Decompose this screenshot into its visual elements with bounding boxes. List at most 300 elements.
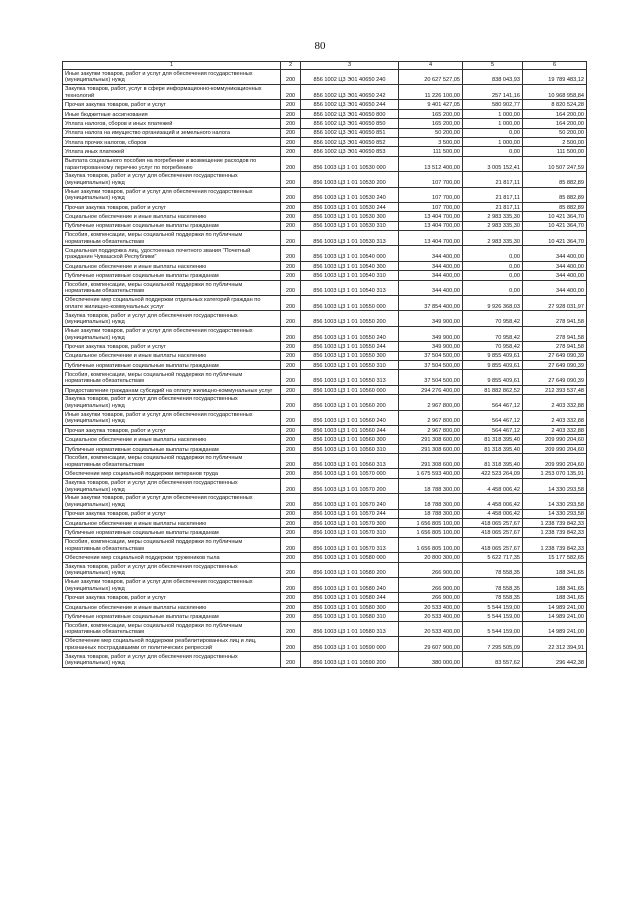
row-budget-code: 856 1003 Ц3 1 01 10580 200	[301, 562, 399, 577]
row-name: Прочая закупка товаров, работ и услуг	[63, 425, 281, 434]
row-budget-code: 856 1003 Ц3 1 01 10570 300	[301, 519, 399, 528]
row-approved: 380 000,00	[399, 652, 463, 667]
row-budget-code: 856 1002 Ц3 Э01 40650 800	[301, 109, 399, 118]
row-executed: 9 855 409,61	[463, 360, 523, 369]
row-line-code: 200	[281, 187, 301, 202]
row-approved: 349 900,00	[399, 326, 463, 341]
row-approved: 2 967 800,00	[399, 395, 463, 410]
row-line-code: 200	[281, 478, 301, 493]
table-row	[63, 221, 587, 230]
row-unexecuted: 278 941,58	[523, 311, 587, 326]
row-line-code: 200	[281, 370, 301, 385]
row-executed: 422 523 264,09	[463, 469, 523, 478]
table-header-row	[63, 62, 587, 70]
row-executed: 0,00	[463, 246, 523, 261]
table-row	[63, 478, 587, 493]
table-row	[63, 562, 587, 577]
row-unexecuted: 278 941,58	[523, 326, 587, 341]
row-approved: 13 404 700,00	[399, 212, 463, 221]
row-approved: 13 404 700,00	[399, 231, 463, 246]
table-row	[63, 202, 587, 211]
row-unexecuted: 344 400,00	[523, 280, 587, 295]
row-unexecuted: 278 941,58	[523, 342, 587, 351]
row-executed: 3 005 152,41	[463, 156, 523, 171]
row-budget-code: 856 1003 Ц3 1 01 10580 310	[301, 612, 399, 621]
table-row	[63, 395, 587, 410]
row-budget-code: 856 1003 Ц3 1 01 10570 000	[301, 469, 399, 478]
row-approved: 344 400,00	[399, 280, 463, 295]
row-budget-code: 856 1003 Ц3 1 01 10570 310	[301, 528, 399, 537]
row-executed: 9 926 368,03	[463, 296, 523, 311]
row-name: Иные закупки товаров, работ и услуг для обеспечения государственных (муниципальных) нужд	[63, 494, 281, 509]
row-approved: 344 400,00	[399, 271, 463, 280]
row-approved: 344 400,00	[399, 261, 463, 270]
row-unexecuted: 164 200,00	[523, 119, 587, 128]
row-name: Уплата налогов, сборов и иных платежей	[63, 119, 281, 128]
row-unexecuted: 85 882,89	[523, 187, 587, 202]
row-name: Иные закупки товаров, работ и услуг для обеспечения государственных (муниципальных) нужд	[63, 187, 281, 202]
row-approved: 291 308 600,00	[399, 444, 463, 453]
row-executed: 21 817,11	[463, 187, 523, 202]
row-name: Предоставление гражданам субсидий на оплату жилищно-коммунальных услуг	[63, 385, 281, 394]
row-line-code: 200	[281, 342, 301, 351]
row-executed: 0,00	[463, 280, 523, 295]
table-row	[63, 311, 587, 326]
row-name: Публичные нормативные социальные выплаты гражданам	[63, 360, 281, 369]
row-line-code: 200	[281, 212, 301, 221]
row-name: Закупка товаров, работ и услуг для обеспечения государственных (муниципальных) нужд	[63, 172, 281, 187]
row-approved: 111 500,00	[399, 147, 463, 156]
row-line-code: 200	[281, 84, 301, 99]
row-executed: 81 318 395,40	[463, 454, 523, 469]
table-row	[63, 360, 587, 369]
row-approved: 291 308 600,00	[399, 435, 463, 444]
row-unexecuted: 10 968 958,84	[523, 84, 587, 99]
row-name: Социальное обеспечение и иные выплаты населению	[63, 212, 281, 221]
row-approved: 1 675 593 400,00	[399, 469, 463, 478]
row-budget-code: 856 1003 Ц3 1 01 10540 000	[301, 246, 399, 261]
row-executed: 9 855 409,61	[463, 370, 523, 385]
row-line-code: 200	[281, 519, 301, 528]
row-approved: 9 401 427,05	[399, 100, 463, 109]
table-row	[63, 172, 587, 187]
row-unexecuted: 22 312 394,91	[523, 636, 587, 651]
table-row	[63, 296, 587, 311]
row-executed: 70 958,42	[463, 342, 523, 351]
row-approved: 1 656 805 100,00	[399, 537, 463, 552]
table-row	[63, 578, 587, 593]
row-executed: 0,00	[463, 271, 523, 280]
row-approved: 349 900,00	[399, 311, 463, 326]
row-executed: 9 855 409,61	[463, 351, 523, 360]
row-approved: 3 500,00	[399, 137, 463, 146]
table-row	[63, 469, 587, 478]
row-unexecuted: 344 400,00	[523, 261, 587, 270]
row-name: Закупка товаров, работ и услуг для обеспечения государственных (муниципальных) нужд	[63, 652, 281, 667]
row-approved: 291 308 600,00	[399, 454, 463, 469]
row-approved: 29 607 900,00	[399, 636, 463, 651]
row-executed: 4 458 006,42	[463, 494, 523, 509]
row-line-code: 200	[281, 261, 301, 270]
row-line-code: 200	[281, 156, 301, 171]
row-executed: 4 458 006,42	[463, 509, 523, 518]
row-approved: 349 900,00	[399, 342, 463, 351]
row-executed: 81 882 862,52	[463, 385, 523, 394]
row-budget-code: 856 1003 Ц3 1 01 10580 300	[301, 602, 399, 611]
row-name: Прочая закупка товаров, работ и услуг	[63, 342, 281, 351]
row-name: Уплата налога на имущество организаций и земельного налога	[63, 128, 281, 137]
row-name: Пособия, компенсации, меры социальной поддержки по публичным нормативным обязательствам	[63, 454, 281, 469]
row-executed: 5 622 717,35	[463, 553, 523, 562]
row-name: Уплата прочих налогов, сборов	[63, 137, 281, 146]
row-name: Закупка товаров, работ и услуг для обеспечения государственных (муниципальных) нужд	[63, 395, 281, 410]
row-name: Пособия, компенсации, меры социальной поддержки по публичным нормативным обязательствам	[63, 537, 281, 552]
row-executed: 21 817,11	[463, 202, 523, 211]
row-name: Прочая закупка товаров, работ и услуг	[63, 593, 281, 602]
table-row	[63, 385, 587, 394]
row-line-code: 200	[281, 221, 301, 230]
row-budget-code: 856 1003 Ц3 1 01 10580 313	[301, 621, 399, 636]
row-approved: 18 788 300,00	[399, 509, 463, 518]
table-row	[63, 612, 587, 621]
row-budget-code: 856 1002 Ц3 Э01 40650 240	[301, 69, 399, 84]
row-executed: 78 558,35	[463, 593, 523, 602]
row-name: Обеспечение мер социальной поддержки отдельных категорий граждан по оплате жилищно-коммунальных услуг	[63, 296, 281, 311]
row-name: Пособия, компенсации, меры социальной поддержки по публичным нормативным обязательствам	[63, 280, 281, 295]
row-name: Иные закупки товаров, работ и услуг для обеспечения государственных (муниципальных) нужд	[63, 69, 281, 84]
row-executed: 580 902,77	[463, 100, 523, 109]
row-unexecuted: 209 990 204,60	[523, 454, 587, 469]
row-line-code: 200	[281, 326, 301, 341]
row-line-code: 200	[281, 147, 301, 156]
row-unexecuted: 27 649 090,39	[523, 360, 587, 369]
row-budget-code: 856 1003 Ц3 1 01 10540 313	[301, 280, 399, 295]
table-row	[63, 212, 587, 221]
row-name: Закупка товаров, работ, услуг в сфере информационно-коммуникационных технологий	[63, 84, 281, 99]
table-row	[63, 351, 587, 360]
table-row	[63, 156, 587, 171]
row-name: Социальная поддержка лиц, удостоенных почетного звания "Почетный гражданин Чувашской Республики"	[63, 246, 281, 261]
row-approved: 37 504 500,00	[399, 360, 463, 369]
row-unexecuted: 2 500,00	[523, 137, 587, 146]
row-line-code: 200	[281, 271, 301, 280]
row-line-code: 200	[281, 537, 301, 552]
row-name: Прочая закупка товаров, работ и услуг	[63, 100, 281, 109]
row-executed: 78 558,35	[463, 562, 523, 577]
row-unexecuted: 85 882,89	[523, 172, 587, 187]
row-unexecuted: 188 341,65	[523, 562, 587, 577]
row-unexecuted: 50 200,00	[523, 128, 587, 137]
row-line-code: 200	[281, 395, 301, 410]
row-line-code: 200	[281, 109, 301, 118]
header-col-1: 1	[63, 62, 281, 70]
row-executed: 81 318 395,40	[463, 444, 523, 453]
row-approved: 20 533 400,00	[399, 602, 463, 611]
row-executed: 564 467,12	[463, 410, 523, 425]
table-row	[63, 342, 587, 351]
table-row	[63, 553, 587, 562]
row-line-code: 200	[281, 602, 301, 611]
row-executed: 564 467,12	[463, 395, 523, 410]
row-line-code: 200	[281, 172, 301, 187]
row-executed: 70 958,42	[463, 311, 523, 326]
row-unexecuted: 19 789 483,12	[523, 69, 587, 84]
row-approved: 37 854 400,00	[399, 296, 463, 311]
row-approved: 37 504 500,00	[399, 370, 463, 385]
row-unexecuted: 1 253 070 135,91	[523, 469, 587, 478]
row-line-code: 200	[281, 69, 301, 84]
row-executed: 257 141,16	[463, 84, 523, 99]
table-row	[63, 528, 587, 537]
row-approved: 18 788 300,00	[399, 478, 463, 493]
table-row	[63, 519, 587, 528]
row-executed: 21 817,11	[463, 172, 523, 187]
row-line-code: 200	[281, 528, 301, 537]
row-budget-code: 856 1002 Ц3 Э01 40650 853	[301, 147, 399, 156]
row-budget-code: 856 1003 Ц3 1 01 10580 240	[301, 578, 399, 593]
row-approved: 20 627 527,05	[399, 69, 463, 84]
row-budget-code: 856 1003 Ц3 1 01 10550 244	[301, 342, 399, 351]
row-name: Закупка товаров, работ и услуг для обеспечения государственных (муниципальных) нужд	[63, 311, 281, 326]
row-executed: 78 558,35	[463, 578, 523, 593]
row-budget-code: 856 1003 Ц3 1 01 10570 313	[301, 537, 399, 552]
header-col-6: 6	[523, 62, 587, 70]
row-unexecuted: 2 403 332,88	[523, 410, 587, 425]
row-name: Социальное обеспечение и иные выплаты населению	[63, 351, 281, 360]
row-approved: 107 700,00	[399, 187, 463, 202]
row-line-code: 200	[281, 360, 301, 369]
row-unexecuted: 111 500,00	[523, 147, 587, 156]
row-unexecuted: 27 649 090,39	[523, 351, 587, 360]
table-row	[63, 128, 587, 137]
row-name: Иные бюджетные ассигнования	[63, 109, 281, 118]
row-executed: 418 065 257,67	[463, 528, 523, 537]
row-budget-code: 856 1003 Ц3 1 01 10580 244	[301, 593, 399, 602]
row-budget-code: 856 1003 Ц3 1 01 10570 244	[301, 509, 399, 518]
row-line-code: 200	[281, 128, 301, 137]
table-row	[63, 137, 587, 146]
row-name: Выплата социального пособия на погребение и возмещение расходов по гарантированному перечню услуг по погребению	[63, 156, 281, 171]
row-line-code: 200	[281, 311, 301, 326]
row-executed: 418 065 257,67	[463, 537, 523, 552]
table-row	[63, 187, 587, 202]
row-unexecuted: 8 820 524,28	[523, 100, 587, 109]
row-line-code: 200	[281, 410, 301, 425]
row-unexecuted: 14 330 293,58	[523, 509, 587, 518]
row-approved: 18 788 300,00	[399, 494, 463, 509]
row-executed: 81 318 395,40	[463, 435, 523, 444]
row-approved: 20 800 300,00	[399, 553, 463, 562]
row-budget-code: 856 1002 Ц3 Э01 40650 244	[301, 100, 399, 109]
row-approved: 2 967 800,00	[399, 425, 463, 434]
row-budget-code: 856 1003 Ц3 1 01 10530 300	[301, 212, 399, 221]
row-line-code: 200	[281, 231, 301, 246]
row-approved: 165 200,00	[399, 109, 463, 118]
row-line-code: 200	[281, 202, 301, 211]
row-approved: 266 900,00	[399, 562, 463, 577]
row-executed: 1 000,00	[463, 119, 523, 128]
row-budget-code: 856 1003 Ц3 1 01 10530 200	[301, 172, 399, 187]
row-name: Социальное обеспечение и иные выплаты населению	[63, 261, 281, 270]
row-approved: 50 200,00	[399, 128, 463, 137]
row-unexecuted: 209 990 204,60	[523, 444, 587, 453]
row-unexecuted: 1 238 739 842,33	[523, 537, 587, 552]
row-approved: 107 700,00	[399, 202, 463, 211]
header-col-3: 3	[301, 62, 399, 70]
row-unexecuted: 10 421 364,70	[523, 212, 587, 221]
row-line-code: 200	[281, 562, 301, 577]
row-executed: 1 000,00	[463, 109, 523, 118]
row-name: Социальное обеспечение и иные выплаты населению	[63, 435, 281, 444]
row-approved: 13 512 400,00	[399, 156, 463, 171]
row-name: Закупка товаров, работ и услуг для обеспечения государственных (муниципальных) нужд	[63, 478, 281, 493]
row-approved: 266 900,00	[399, 593, 463, 602]
row-line-code: 200	[281, 593, 301, 602]
table-row	[63, 69, 587, 84]
table-row	[63, 425, 587, 434]
row-budget-code: 856 1003 Ц3 1 01 10550 000	[301, 296, 399, 311]
row-approved: 2 967 800,00	[399, 410, 463, 425]
row-budget-code: 856 1003 Ц3 1 01 10530 000	[301, 156, 399, 171]
row-name: Пособия, компенсации, меры социальной поддержки по публичным нормативным обязательствам	[63, 231, 281, 246]
row-approved: 1 656 805 100,00	[399, 519, 463, 528]
row-budget-code: 856 1003 Ц3 1 01 10570 200	[301, 478, 399, 493]
row-unexecuted: 14 989 241,00	[523, 602, 587, 611]
row-approved: 20 533 400,00	[399, 612, 463, 621]
row-budget-code: 856 1003 Ц3 1 01 10560 000	[301, 385, 399, 394]
row-approved: 165 200,00	[399, 119, 463, 128]
row-unexecuted: 27 649 090,39	[523, 370, 587, 385]
row-executed: 5 544 159,00	[463, 612, 523, 621]
row-name: Публичные нормативные социальные выплаты гражданам	[63, 444, 281, 453]
budget-execution-table	[62, 61, 587, 668]
row-budget-code: 856 1003 Ц3 1 01 10530 313	[301, 231, 399, 246]
row-name: Закупка товаров, работ и услуг для обеспечения государственных (муниципальных) нужд	[63, 562, 281, 577]
row-unexecuted: 344 400,00	[523, 246, 587, 261]
row-line-code: 200	[281, 454, 301, 469]
table-row	[63, 280, 587, 295]
row-approved: 266 900,00	[399, 578, 463, 593]
row-line-code: 200	[281, 296, 301, 311]
row-executed: 5 544 159,00	[463, 621, 523, 636]
row-line-code: 200	[281, 578, 301, 593]
table-row	[63, 370, 587, 385]
row-name: Уплата иных платежей	[63, 147, 281, 156]
row-line-code: 200	[281, 652, 301, 667]
row-unexecuted: 2 403 332,88	[523, 395, 587, 410]
row-budget-code: 856 1003 Ц3 1 01 10540 300	[301, 261, 399, 270]
table-row	[63, 246, 587, 261]
row-name: Пособия, компенсации, меры социальной поддержки по публичным нормативным обязательствам	[63, 370, 281, 385]
row-budget-code: 856 1003 Ц3 1 01 10560 300	[301, 435, 399, 444]
table-row	[63, 326, 587, 341]
row-name: Иные закупки товаров, работ и услуг для обеспечения государственных (муниципальных) нужд	[63, 326, 281, 341]
row-line-code: 200	[281, 119, 301, 128]
row-line-code: 200	[281, 137, 301, 146]
row-unexecuted: 164 200,00	[523, 109, 587, 118]
row-name: Обеспечение мер социальной поддержки реабилитированных лиц и лиц, признанных пострадавшими от политических репрессий	[63, 636, 281, 651]
row-unexecuted: 14 330 293,58	[523, 494, 587, 509]
row-approved: 107 700,00	[399, 172, 463, 187]
row-budget-code: 856 1003 Ц3 1 01 10530 244	[301, 202, 399, 211]
table-row	[63, 109, 587, 118]
row-budget-code: 856 1003 Ц3 1 01 10550 240	[301, 326, 399, 341]
row-unexecuted: 1 238 739 842,33	[523, 528, 587, 537]
row-name: Публичные нормативные социальные выплаты гражданам	[63, 271, 281, 280]
row-unexecuted: 209 990 204,60	[523, 435, 587, 444]
row-name: Пособия, компенсации, меры социальной поддержки по публичным нормативным обязательствам	[63, 621, 281, 636]
row-unexecuted: 344 400,00	[523, 271, 587, 280]
row-name: Прочая закупка товаров, работ и услуг	[63, 509, 281, 518]
row-budget-code: 856 1003 Ц3 1 01 10590 200	[301, 652, 399, 667]
row-line-code: 200	[281, 621, 301, 636]
table-row	[63, 444, 587, 453]
row-budget-code: 856 1003 Ц3 1 01 10580 000	[301, 553, 399, 562]
row-name: Обеспечение мер социальной поддержки тружеников тыла	[63, 553, 281, 562]
table-row	[63, 231, 587, 246]
row-line-code: 200	[281, 444, 301, 453]
row-unexecuted: 14 330 293,58	[523, 478, 587, 493]
row-executed: 564 467,12	[463, 425, 523, 434]
row-unexecuted: 188 341,65	[523, 578, 587, 593]
row-unexecuted: 10 507 247,59	[523, 156, 587, 171]
table-row	[63, 84, 587, 99]
row-executed: 418 065 257,67	[463, 519, 523, 528]
row-name: Публичные нормативные социальные выплаты гражданам	[63, 528, 281, 537]
row-line-code: 200	[281, 385, 301, 394]
row-line-code: 200	[281, 636, 301, 651]
table-row	[63, 652, 587, 667]
row-line-code: 200	[281, 469, 301, 478]
table-body	[63, 62, 587, 668]
row-executed: 4 458 006,42	[463, 478, 523, 493]
row-name: Публичные нормативные социальные выплаты гражданам	[63, 221, 281, 230]
row-name: Иные закупки товаров, работ и услуг для обеспечения государственных (муниципальных) нужд	[63, 410, 281, 425]
row-executed: 2 983 335,30	[463, 231, 523, 246]
row-unexecuted: 15 177 582,65	[523, 553, 587, 562]
row-budget-code: 856 1003 Ц3 1 01 10560 240	[301, 410, 399, 425]
row-budget-code: 856 1003 Ц3 1 01 10560 313	[301, 454, 399, 469]
row-unexecuted: 1 238 739 842,33	[523, 519, 587, 528]
row-line-code: 200	[281, 612, 301, 621]
page-number: 80	[314, 40, 326, 52]
row-executed: 838 043,93	[463, 69, 523, 84]
table-row	[63, 435, 587, 444]
row-approved: 20 533 400,00	[399, 621, 463, 636]
row-executed: 0,00	[463, 261, 523, 270]
row-executed: 7 295 505,09	[463, 636, 523, 651]
row-budget-code: 856 1003 Ц3 1 01 10550 310	[301, 360, 399, 369]
row-budget-code: 856 1003 Ц3 1 01 10570 240	[301, 494, 399, 509]
table-row	[63, 621, 587, 636]
row-unexecuted: 10 421 364,70	[523, 221, 587, 230]
row-executed: 0,00	[463, 128, 523, 137]
row-unexecuted: 188 341,65	[523, 593, 587, 602]
row-budget-code: 856 1003 Ц3 1 01 10560 310	[301, 444, 399, 453]
row-budget-code: 856 1003 Ц3 1 01 10530 240	[301, 187, 399, 202]
row-line-code: 200	[281, 246, 301, 261]
row-line-code: 200	[281, 553, 301, 562]
row-line-code: 200	[281, 100, 301, 109]
row-budget-code: 856 1002 Ц3 Э01 40650 852	[301, 137, 399, 146]
table-row	[63, 454, 587, 469]
table-row	[63, 271, 587, 280]
row-unexecuted: 14 989 241,00	[523, 612, 587, 621]
table-row	[63, 147, 587, 156]
row-line-code: 200	[281, 425, 301, 434]
row-unexecuted: 85 882,89	[523, 202, 587, 211]
row-budget-code: 856 1003 Ц3 1 01 10590 000	[301, 636, 399, 651]
